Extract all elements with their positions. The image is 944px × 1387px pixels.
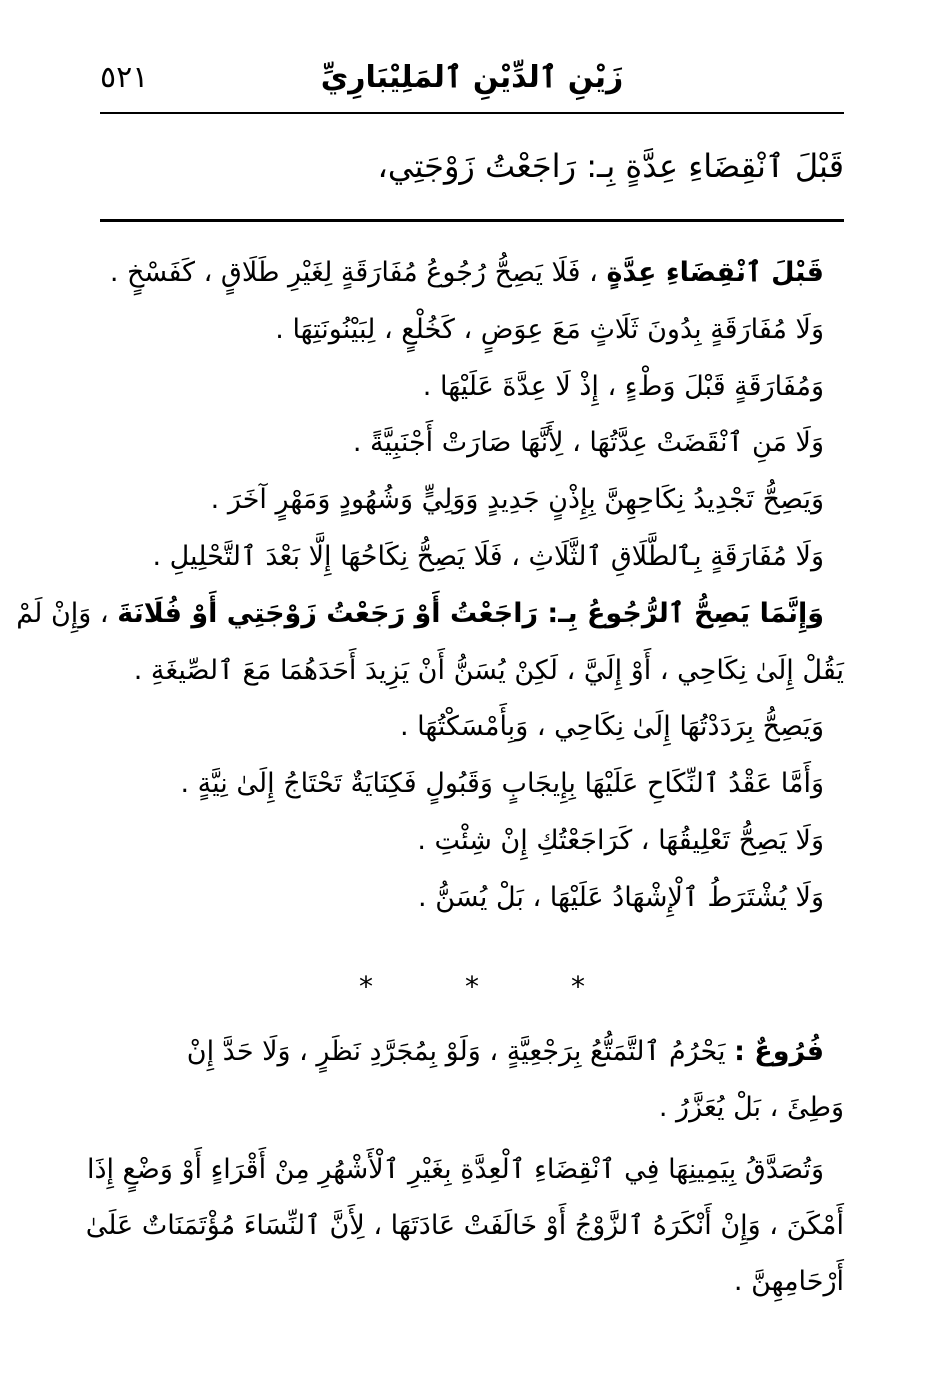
furu-section <box>85 1024 844 1310</box>
furu-line: أَمْكَنَ ، وَإِنْ أَنْكَرَهُ ٱلزَّوْجُ أَوْ خَالَفَتْ عَادَتَهَا ، لِأَنَّ ٱلنِّسَاءَ مُؤْتَمَنَاتٌ عَلَىٰ <box>85 1210 844 1241</box>
matn-quote: وَإِنَّمَا يَصِحُّ ٱلرُّجُوعُ بِـ: رَاجَعْتُ أَوْ رَجَعْتُ زَوْجَتِي أَوْ فُلَانَةَ <box>117 597 824 629</box>
commentary-line: وَلَا مُفَارَقَةٍ بِدُونَ ثَلَاثٍ مَعَ عِوَضٍ ، كَخُلْعٍ ، لِبَيْنُونَتِهَا . <box>275 313 824 345</box>
matn-separator-rule <box>100 219 844 222</box>
matn-quote: قَبْلَ ٱنْقِضَاءِ عِدَّةٍ <box>606 257 824 288</box>
section-divider-stars <box>100 970 844 1004</box>
commentary-text: ، وَإِنْ لَمْ <box>16 597 109 629</box>
header-rule <box>100 112 844 114</box>
furu-line: أَرْحَامِهِنَّ . <box>733 1266 844 1297</box>
commentary-line: وَلَا مُفَارَقَةٍ بِٱلطَّلَاقِ ٱلثَّلَاثِ ، فَلَا يَصِحُّ نِكَاحُهَا إِلَّا بَعْدَ ٱلتَّحْلِيلِ . <box>152 540 824 572</box>
commentary-line: وَلَا يَصِحُّ تَعْلِيقُهَا ، كَرَاجَعْتُكِ إِنْ شِئْتِ . <box>417 824 824 856</box>
star-mark: * <box>359 970 373 1003</box>
furu-heading: فُرُوعٌ : <box>734 1036 824 1067</box>
commentary-line: وَيَصِحُّ تَجْدِيدُ نِكَاحِهِنَّ بِإِذْنٍ جَدِيدٍ وَوَلِيٍّ وَشُهُودٍ وَمَهْرٍ آخَرَ . <box>210 484 824 516</box>
commentary-line <box>100 245 844 302</box>
matn-text: قَبْلَ ٱنْقِضَاءِ عِدَّةٍ بِـ: رَاجَعْتُ زَوْجَتِي، <box>377 147 844 185</box>
commentary-line <box>16 586 844 643</box>
furu-text: يَحْرُمُ ٱلتَّمَتُّعُ بِرَجْعِيَّةٍ ، وَلَوْ بِمُجَرَّدِ نَظَرٍ ، وَلَا حَدَّ إِنْ <box>186 1036 726 1067</box>
commentary-text: ، فَلَا يَصِحُّ رُجُوعُ مُفَارَقَةٍ لِغَيْرِ طَلَاقٍ ، كَفَسْخٍ . <box>109 257 598 288</box>
commentary-line: وَيَصِحُّ بِرَدَدْتُهَا إِلَىٰ نِكَاحِي ، وَبِأَمْسَكْتُهَا . <box>400 711 824 743</box>
furu-line: وَتُصَدَّقُ بِيَمِينِهَا فِي ٱنْقِضَاءِ ٱلْعِدَّةِ بِغَيْرِ ٱلْأَشْهُرِ مِنْ أَقْرَاءٍ أَوْ وَضْعٍ إِذَا <box>86 1154 824 1185</box>
commentary <box>16 245 844 927</box>
commentary-line: وَلَا يُشْتَرَطُ ٱلْإِشْهَادُ عَلَيْهَا ، بَلْ يُسَنُّ . <box>418 881 824 913</box>
furu-line <box>100 1024 844 1080</box>
running-title: زَيْنِ ٱلدِّيْنِ ٱلمَلِيْبَارِيِّ <box>320 60 624 95</box>
star-mark: * <box>465 970 479 1003</box>
page-number: ٥٢١ <box>100 60 149 95</box>
running-head <box>100 56 844 106</box>
commentary-line: يَقُلْ إِلَىٰ نِكَاحِي ، أَوْ إِلَيَّ ، لَكِنْ يُسَنُّ أَنْ يَزِيدَ أَحَدَهُمَا مَعَ ٱلصِّيغَةِ . <box>133 654 844 686</box>
commentary-line: وَلَا مَنِ ٱنْقَضَتْ عِدَّتُهَا ، لِأَنَّهَا صَارَتْ أَجْنَبِيَّةً . <box>352 427 824 459</box>
commentary-line: وَأَمَّا عَقْدُ ٱلنِّكَاحِ عَلَيْهَا بِإِيجَابٍ وَقَبُولٍ فَكِنَايَةٌ تَحْتَاجُ إِلَىٰ نِيَّةٍ . <box>180 768 824 800</box>
star-mark: * <box>571 970 585 1003</box>
furu-line: وَطِئَ ، بَلْ يُعَزَّرُ . <box>658 1092 844 1123</box>
commentary-line: وَمُفَارَقَةٍ قَبْلَ وَطْءٍ ، إِذْ لَا عِدَّةَ عَلَيْهَا . <box>422 370 824 402</box>
